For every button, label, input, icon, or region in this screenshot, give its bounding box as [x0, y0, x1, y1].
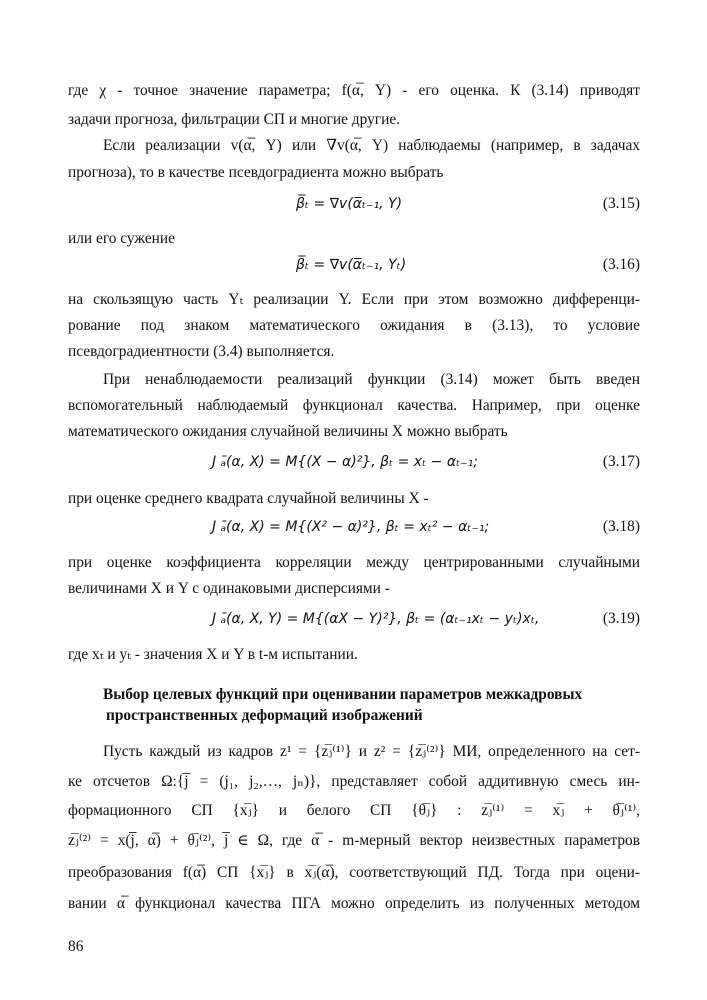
- equation-number: (3.18): [602, 518, 640, 535]
- text-line: при оценке коэффициента корреляции между центрированными случайными: [68, 554, 640, 571]
- text-line: псевдоградиентности (3.4) выполняется.: [68, 343, 335, 360]
- equation-expr: J ₐ̄(α, X) = M{(X² − α)²}, βₜ = xₜ² − αₜ₋₁;: [212, 519, 490, 535]
- text-line: величинами X и Y с одинаковыми дисперсиями -: [68, 580, 390, 597]
- text-line: где χ - точное значение параметра; f(α̅, Y) - его оценка. К (3.14) приводят: [68, 82, 640, 99]
- equation-expr: β̅ₜ = ∇v(α̅ₜ₋₁, Y): [296, 196, 403, 212]
- heading-line: Выбор целевых функций при оценивании параметров межкадровых: [103, 686, 583, 703]
- text-line: задачи прогноза, фильтрации СП и многие другие.: [68, 111, 401, 128]
- equation-number: (3.15): [602, 195, 640, 212]
- text-line: на скользящую часть Yₜ реализации Y. Если при этом возможно дифференци-: [68, 291, 640, 308]
- text-line: Пусть каждый из кадров z¹ = {zⱼ̅⁽¹⁾} и z² = {zⱼ̅⁽²⁾} МИ, определенного на сет-: [103, 743, 640, 760]
- equation-number: (3.19): [602, 610, 640, 627]
- text-line: Если реализации v(α̅, Y) или ∇v(α̅, Y) наблюдаемы (например, в задачах: [103, 137, 640, 154]
- text-line: при оценке среднего квадрата случайной величины X -: [68, 490, 429, 507]
- heading-line: пространственных деформаций изображений: [106, 707, 423, 724]
- equation-3-18: [212, 517, 489, 537]
- text-line: zⱼ̅⁽²⁾ = x(j̅, α̅) + θⱼ̅⁽²⁾, j̅ ∈ Ω, где α̅ - m-мерный вектор неизвестных параметров: [68, 832, 640, 849]
- text-line: прогноза), то в качестве псевдоградиента можно выбрать: [68, 164, 444, 181]
- equation-3-17: [212, 452, 478, 472]
- text-line: вании α̅ функционал качества ПГА можно определить из полученных методом: [68, 895, 640, 912]
- equation-number: (3.16): [602, 256, 640, 273]
- page-number: 86: [68, 938, 84, 955]
- equation-expr: J ₐ̄(α, X) = M{(X − α)²}, βₜ = xₜ − αₜ₋₁;: [212, 454, 478, 470]
- text-line: ке отсчетов Ω:{j̅ = (j₁, j₂,…, jₙ)}, представляет собой аддитивную смесь ин-: [68, 773, 640, 790]
- equation-expr: J ₐ̄(α, X, Y) = M{(αX − Y)²}, βₜ = (αₜ₋₁xₜ − yₜ)xₜ,: [212, 611, 540, 627]
- equation-3-19: [212, 609, 539, 629]
- equation-number: (3.17): [602, 453, 640, 470]
- text-line: математического ожидания случайной величины X можно выбрать: [68, 423, 508, 440]
- equation-3-16: [296, 255, 406, 275]
- text-line: рование под знаком математического ожидания в (3.13), то условие: [68, 317, 640, 334]
- equation-expr: β̅ₜ = ∇v(α̅ₜ₋₁, Yₜ): [296, 257, 407, 273]
- text-line: преобразования f(α̅) СП {xⱼ̅} в xⱼ̅(α̅), соответствующий ПД. Тогда при оцени-: [68, 864, 640, 881]
- text-line: где xₜ и yₜ - значения X и Y в t-м испытании.: [68, 646, 358, 663]
- text-line: формационного СП {xⱼ̅} и белого СП {θⱼ̅} : zⱼ̅⁽¹⁾ = xⱼ̅ + θⱼ̅⁽¹⁾,: [68, 802, 640, 819]
- equation-3-15: [296, 194, 402, 214]
- text-line: вспомогательный наблюдаемый функционал качества. Например, при оценке: [68, 397, 640, 414]
- text-line: При ненаблюдаемости реализаций функции (3.14) может быть введен: [103, 371, 640, 388]
- section-heading: [103, 684, 643, 726]
- text-line: или его сужение: [68, 230, 175, 247]
